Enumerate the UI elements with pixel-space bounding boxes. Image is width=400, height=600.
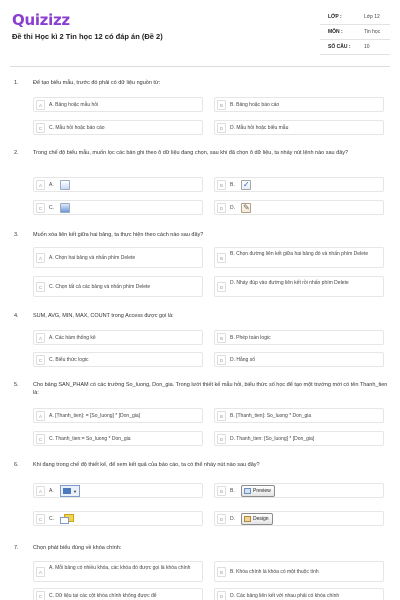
option-letter: B (217, 486, 226, 496)
quizizz-logo[interactable]: Quizizz (12, 11, 70, 29)
option-text: B. (230, 182, 235, 188)
option-c[interactable] (33, 352, 203, 367)
option-letter: A (36, 411, 45, 421)
option-d[interactable] (214, 588, 384, 600)
option-text: A. (49, 488, 54, 494)
design-button-image (241, 513, 273, 525)
option-b[interactable] (214, 408, 384, 423)
option-text: D. (230, 205, 235, 211)
option-c[interactable] (33, 200, 203, 215)
option-letter: D (217, 355, 226, 365)
option-d[interactable] (214, 511, 384, 526)
option-a[interactable] (33, 97, 203, 112)
meta-value: Lớp 12 (364, 14, 380, 20)
meta-key: LỚP : (328, 14, 342, 20)
option-text: D. Nháy đúp vào đường liên kết rồi nhấn phím Delete (230, 280, 349, 286)
option-c[interactable] (33, 276, 203, 297)
worksheet-title: Đề thi Học kì 2 Tin học 12 có đáp án (Đề 2) (12, 32, 163, 41)
question-number: 5. (14, 382, 19, 388)
option-letter: C (36, 282, 45, 292)
option-text: B. Phép toán logic (230, 335, 271, 341)
question-text: Trong chế độ biểu mẫu, muốn lọc các bản ghi theo ô dữ liệu đang chọn, sau khi đã chọn ô dữ liệu, ta nháy nút lệnh nào sau đây? (33, 150, 349, 156)
option-letter: C (36, 514, 45, 524)
option-letter: C (36, 123, 45, 133)
option-letter: A (36, 180, 45, 190)
option-a[interactable] (33, 177, 203, 192)
option-d[interactable] (214, 200, 384, 215)
option-text: D. Hằng số (230, 357, 256, 363)
meta-value: Tin học (364, 29, 381, 35)
meta-key: MÔN : (328, 29, 343, 35)
option-b[interactable] (214, 177, 384, 192)
preview-icon (244, 488, 251, 494)
option-letter: A (36, 253, 45, 263)
option-text: B. [Thanh_tien]: So_luong * Don_gia (230, 413, 312, 419)
option-letter: C (36, 203, 45, 213)
option-letter: D (217, 591, 226, 600)
meta-table (320, 10, 390, 55)
question-number: 2. (14, 150, 19, 156)
option-text: B. (230, 488, 235, 494)
option-c[interactable] (33, 588, 203, 600)
question-text: Chọn phát biểu đúng về khóa chính: (33, 545, 122, 551)
option-a[interactable] (33, 408, 203, 423)
option-b[interactable] (214, 97, 384, 112)
option-letter: D (217, 123, 226, 133)
meta-value: 10 (364, 44, 370, 50)
option-text: C. (49, 516, 54, 522)
question-number: 6. (14, 462, 19, 468)
filter-by-form-icon (60, 203, 70, 213)
design-label: Design (253, 516, 269, 522)
option-letter: B (217, 333, 226, 343)
preview-button-image (241, 485, 275, 497)
edit-filter-icon (241, 203, 251, 213)
question-text: SUM, AVG, MIN, MAX, COUNT trong Access được gọi là: (33, 313, 174, 319)
question-text: Muốn xóa liên kết giữa hai bảng, ta thực hiện theo cách nào sau đây? (33, 232, 204, 238)
option-text: C. Biểu thức logic (49, 357, 89, 363)
view-dropdown-icon (60, 485, 80, 497)
meta-row-count (320, 40, 390, 55)
option-text: D. Các bảng liên kết với nhau phải có khóa chính (230, 593, 340, 599)
option-b[interactable] (214, 483, 384, 498)
design-icon (244, 516, 251, 522)
option-letter: B (217, 411, 226, 421)
option-letter: B (217, 180, 226, 190)
option-letter: C (36, 355, 45, 365)
option-text: A. Các hàm thống kê (49, 335, 96, 341)
option-letter: A (36, 333, 45, 343)
option-b[interactable] (214, 330, 384, 345)
meta-row-class (320, 10, 390, 25)
option-b[interactable] (214, 247, 384, 268)
option-letter: A (36, 100, 45, 110)
view-icon-glyph (63, 488, 71, 494)
option-letter: B (217, 567, 226, 577)
option-letter: D (217, 434, 226, 444)
option-letter: D (217, 282, 226, 292)
option-c[interactable] (33, 511, 203, 526)
window-shape (60, 517, 69, 524)
option-letter: D (217, 203, 226, 213)
meta-key: SỐ CÂU : (328, 44, 351, 50)
question-text: Để tạo biểu mẫu, trước đó phải có dữ liệu nguồn từ: (33, 80, 161, 86)
preview-label: Preview (253, 488, 271, 494)
option-text: D. (230, 516, 235, 522)
option-letter: D (217, 514, 226, 524)
option-text: A. Chọn hai bảng và nhấn phím Delete (49, 255, 136, 261)
question-number: 3. (14, 232, 19, 238)
option-c[interactable] (33, 120, 203, 135)
option-a[interactable] (33, 247, 203, 268)
option-text: C. Dữ liệu tại các cột khóa chính không được để (49, 593, 157, 599)
option-d[interactable] (214, 120, 384, 135)
option-text: B. Chọn đường liên kết giữa hai bảng đó và nhấn phím Delete (230, 251, 369, 257)
apply-filter-icon (241, 180, 251, 190)
option-a[interactable] (33, 330, 203, 345)
option-text: A. (49, 182, 54, 188)
option-text: B. Bảng hoặc báo cáo (230, 102, 280, 108)
option-letter: C (36, 591, 45, 600)
option-text: C. Chọn tất cả các bảng và nhấn phím Delete (49, 284, 151, 290)
question-text: Cho bảng SAN_PHAM có các trường So_luong, Don_gia. Trong lưới thiết kế mẫu hỏi, biểu thức số học để tạo một trường mới có tên Thanh_tien là: (33, 382, 388, 396)
option-d[interactable] (214, 431, 384, 446)
option-a[interactable] (33, 483, 203, 498)
option-text: C. Thanh_tien:= So_luong * Don_gia (49, 436, 131, 442)
option-b[interactable] (214, 561, 384, 582)
option-text: D. Mẫu hỏi hoặc biểu mẫu (230, 125, 289, 131)
option-d[interactable] (214, 276, 384, 297)
option-letter: B (217, 253, 226, 263)
option-text: A. Mỗi bảng có nhiều khóa, các khóa đó được gọi là khóa chính (49, 565, 191, 571)
header-divider (10, 66, 390, 67)
option-letter: A (36, 486, 45, 496)
option-letter: C (36, 434, 45, 444)
filter-by-selection-icon (60, 180, 70, 190)
option-text: A. [Thanh_tien]: = [So_luong] * [Don_gia] (49, 413, 141, 419)
worksheet-header (0, 0, 400, 62)
option-a[interactable] (33, 561, 203, 582)
question-number: 1. (14, 80, 19, 86)
option-text: C. Mẫu hỏi hoặc báo cáo (49, 125, 105, 131)
chevron-down-icon: ▼ (73, 489, 77, 494)
option-c[interactable] (33, 431, 203, 446)
question-number: 4. (14, 313, 19, 319)
option-letter: B (217, 100, 226, 110)
report-view-icon (60, 514, 76, 524)
question-number: 7. (14, 545, 19, 551)
meta-row-subject (320, 25, 390, 40)
option-text: B. Khóa chính là khóa có một thuộc tính (230, 569, 319, 575)
option-d[interactable] (214, 352, 384, 367)
option-letter: A (36, 567, 45, 577)
option-text: A. Bảng hoặc mẫu hỏi (49, 102, 99, 108)
option-text: C. (49, 205, 54, 211)
question-text: Khi đang trong chế độ thiết kế, để xem kết quả của báo cáo, ta có thể nháy nút nào sau đây? (33, 462, 260, 468)
option-text: D. Thanh_tien: [So_luong] * [Don_gia] (230, 436, 315, 442)
